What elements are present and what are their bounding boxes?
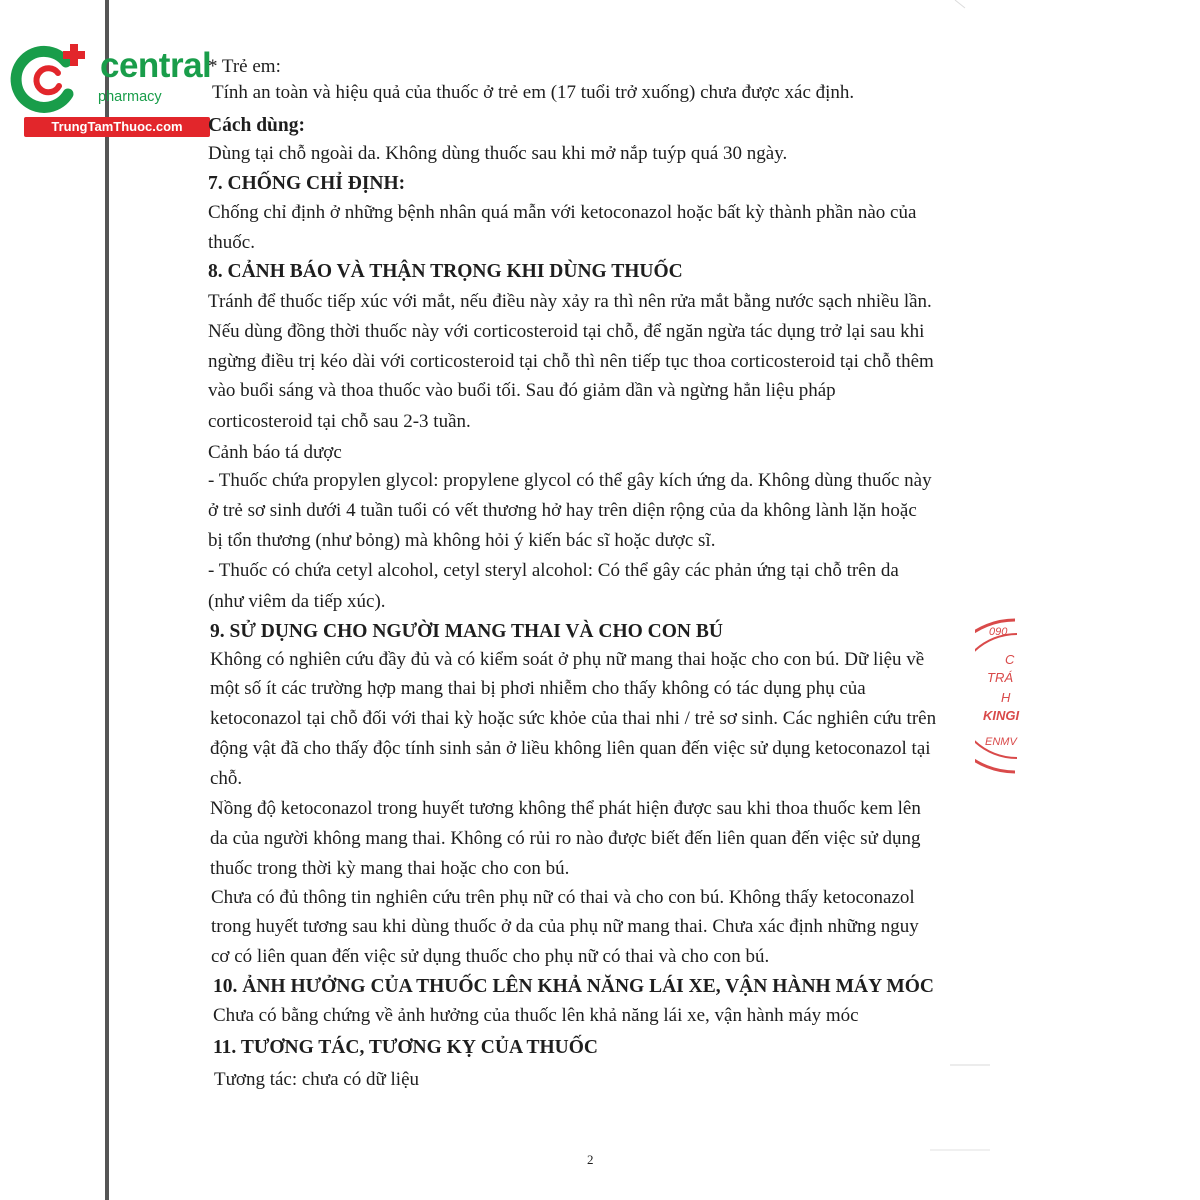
section-heading: 9. SỬ DỤNG CHO NGƯỜI MANG THAI VÀ CHO CON BÚ [210, 621, 723, 642]
text-line: corticosteroid tại chỗ sau 2-3 tuần. [208, 411, 471, 432]
text-line: * Trẻ em: [208, 56, 281, 77]
stamp-text: ENMV [985, 736, 1017, 748]
text-line: ngừng điều trị kéo dài với corticosteroid tại chỗ thì nên tiếp tục thoa corticosteroid tại chỗ thêm [208, 351, 934, 372]
text-line: động vật đã cho thấy độc tính sinh sản ở liều không liên quan đến việc sử dụng ketoconazol tại [210, 738, 931, 759]
text-line: Tương tác: chưa có dữ liệu [214, 1069, 420, 1090]
text-line: Không có nghiên cứu đầy đủ và có kiểm soát ở phụ nữ mang thai hoặc cho con bú. Dữ liệu về [210, 649, 925, 670]
section-heading: 11. TƯƠNG TÁC, TƯƠNG KỴ CỦA THUỐC [213, 1037, 599, 1058]
stamp-text: 090 [989, 626, 1008, 638]
text-line: Nếu dùng đồng thời thuốc này với corticosteroid tại chỗ, để ngăn ngừa tác dụng trở lại sau khi [208, 321, 925, 342]
text-line: thuốc trong thời kỳ mang thai hoặc cho con bú. [210, 858, 570, 879]
stamp-text: H [1001, 690, 1011, 705]
text-line: Tránh để thuốc tiếp xúc với mắt, nếu điều này xảy ra thì nên rửa mắt bằng nước sạch nhiều lần. [208, 291, 932, 312]
logo-subtitle: pharmacy [98, 89, 162, 105]
text-line: bị tổn thương (như bỏng) mà không hỏi ý kiến bác sĩ hoặc dược sĩ. [208, 530, 716, 551]
section-heading: 7. CHỐNG CHỈ ĐỊNH: [208, 173, 406, 194]
text-line: Chưa có đủ thông tin nghiên cứu trên phụ nữ có thai và cho con bú. Không thấy ketoconazol [211, 887, 915, 908]
stamp-text: KINGI [983, 708, 1020, 723]
stamp-text: C [1005, 652, 1015, 667]
text-line: (như viêm da tiếp xúc). [208, 591, 386, 612]
text-line: ở trẻ sơ sinh dưới 4 tuần tuổi có vết thương hở hay trên diện rộng của da không lành lặn hoặc [208, 500, 917, 521]
text-line: thuốc. [208, 232, 255, 253]
text-line: - Thuốc chứa propylen glycol: propylene glycol có thể gây kích ứng da. Không dùng thuốc này [208, 470, 932, 491]
text-line: vào buổi sáng và thoa thuốc vào buổi tối. Sau đó giảm dần và ngừng hẳn liệu pháp [208, 380, 836, 401]
section-heading: Cách dùng: [208, 115, 305, 136]
section-heading: 10. ẢNH HƯỞNG CỦA THUỐC LÊN KHẢ NĂNG LÁI XE, VẬN HÀNH MÁY MÓC [213, 976, 934, 997]
text-line: da của người không mang thai. Không có rủi ro nào được biết đến liên quan đến việc sử dụng [210, 828, 921, 849]
section-heading: 8. CẢNH BÁO VÀ THẬN TRỌNG KHI DÙNG THUỐC [208, 261, 683, 282]
text-line: - Thuốc có chứa cetyl alcohol, cetyl steryl alcohol: Có thể gây các phản ứng tại chỗ trên da [208, 560, 899, 581]
text-line: một số ít các trường hợp mang thai bị phơi nhiễm cho thấy không có tác dụng phụ của [210, 678, 866, 699]
text-line: chỗ. [210, 768, 243, 789]
text-line: Cảnh báo tá dược [208, 442, 342, 463]
stamp-text: TRÁ [987, 670, 1013, 685]
page-number: 2 [587, 1152, 594, 1167]
text-line: Chống chỉ định ở những bệnh nhân quá mẫn với ketoconazol hoặc bất kỳ thành phần nào của [208, 202, 917, 223]
text-line: Nồng độ ketoconazol trong huyết tương không thể phát hiện được sau khi thoa thuốc kem lên [210, 798, 921, 819]
text-line: cơ có liên quan đến việc sử dụng thuốc cho phụ nữ có thai và cho con bú. [211, 946, 770, 967]
logo-name: central [100, 46, 212, 85]
logo-url-banner: TrungTamThuoc.com [24, 117, 210, 137]
text-line: trong huyết tương sau khi dùng thuốc ở da của phụ nữ mang thai. Chưa xác định những nguy [211, 916, 919, 937]
text-line: ketoconazol tại chỗ đối với thai kỳ hoặc sức khỏe của thai nhi / trẻ sơ sinh. Các nghiên cứu trên [210, 708, 937, 729]
text-line: Chưa có bằng chứng về ảnh hưởng của thuốc lên khả năng lái xe, vận hành máy móc [213, 1005, 859, 1026]
text-line: Tính an toàn và hiệu quả của thuốc ở trẻ em (17 tuổi trở xuống) chưa được xác định. [212, 82, 855, 103]
text-line: Dùng tại chỗ ngoài da. Không dùng thuốc sau khi mở nắp tuýp quá 30 ngày. [208, 143, 788, 164]
